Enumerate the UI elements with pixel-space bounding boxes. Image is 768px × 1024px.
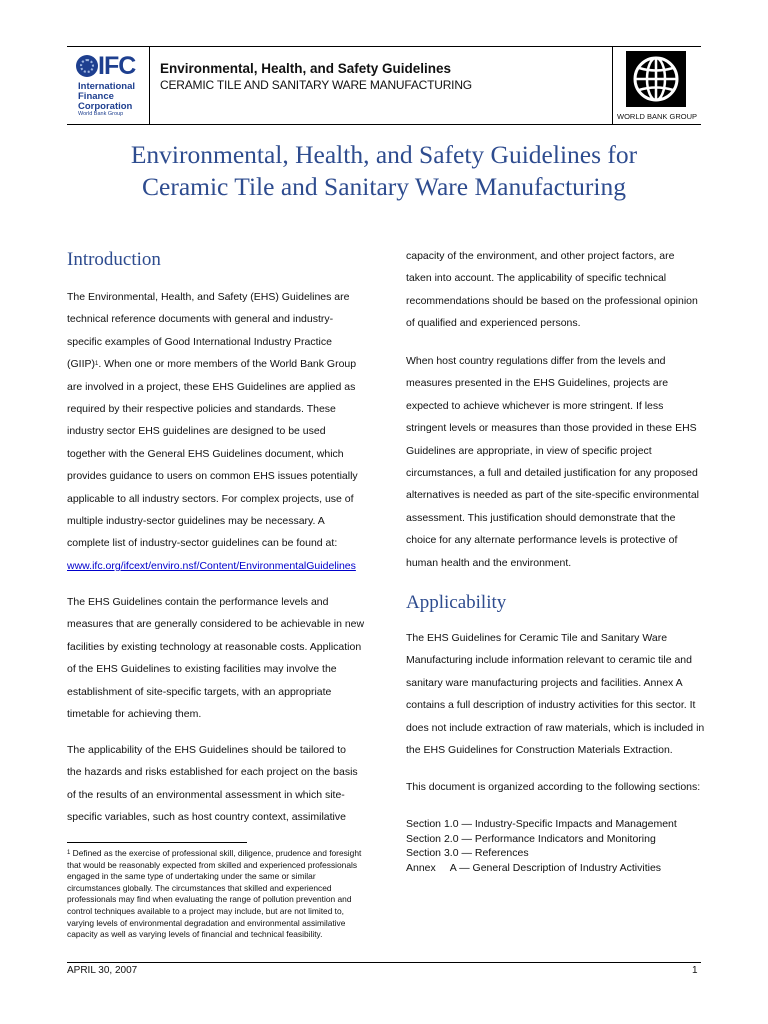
- footnote-line: professionals may find when evaluating the range of pollution prevention and: [67, 894, 352, 905]
- text-line: assessment. This justification should demonstrate that the: [406, 511, 676, 524]
- text-line: applicable to all industry sectors. For complex projects, use of: [67, 492, 354, 505]
- header-top-rule: [67, 46, 701, 47]
- text-line: The EHS Guidelines for Ceramic Tile and Sanitary Ware: [406, 632, 668, 644]
- footnote: [67, 848, 367, 941]
- world-bank-logo: [626, 51, 686, 107]
- header-title: Environmental, Health, and Safety Guidelines: [160, 61, 452, 76]
- text-line: establishment of site-specific targets, with an appropriate: [67, 685, 332, 698]
- ifc-sub-label: World Bank Group: [78, 111, 124, 117]
- text-line: of qualified and experienced persons.: [406, 317, 581, 330]
- text-line: technical reference documents with general and industry-: [67, 313, 334, 326]
- text-line: the EHS Guidelines for Construction Materials Extraction.: [406, 744, 673, 757]
- text-line: When host country regulations differ from the levels and: [406, 355, 666, 367]
- world-bank-globe-icon: [632, 55, 680, 103]
- text-line: contains a full description of industry activities for this sector. It: [406, 699, 696, 712]
- text-line: choice for any alternate performance levels is protective of: [406, 534, 678, 547]
- text-line: The applicability of the EHS Guidelines should be tailored to: [67, 744, 346, 756]
- ifc-mark: [74, 52, 146, 82]
- footnote-rule: [67, 842, 247, 843]
- right-paragraph-2: [406, 350, 706, 574]
- text-line: taken into account. The applicability of specific technical: [406, 272, 667, 285]
- header-bottom-rule: [67, 124, 701, 125]
- text-line: circumstances, a full and detailed justification for any proposed: [406, 467, 698, 480]
- ifc-logo: [74, 52, 146, 120]
- footnote-line: that would be reasonably expected from skilled and experienced professionals: [67, 859, 358, 870]
- section-entry: Section 2.0 — Performance Indicators and Monitoring: [406, 832, 656, 845]
- section-entry: Annex A — General Description of Industry Activities: [406, 862, 662, 875]
- globe-icon: [76, 55, 98, 77]
- world-bank-label: WORLD BANK GROUP: [617, 112, 698, 121]
- ifc-name-line: Corporation: [78, 101, 133, 112]
- footnote-line: engaged in the same type of undertaking under the same or similar: [67, 871, 316, 882]
- text-line: of the EHS Guidelines to existing facilities may involve the: [67, 663, 337, 676]
- header-subtitle: CERAMIC TILE AND SANITARY WARE MANUFACTURING: [160, 78, 472, 92]
- ifc-name-line: Finance: [78, 91, 114, 102]
- text-line: complete list of industry-sector guidelines can be found at:: [67, 537, 338, 550]
- text-line: of the results of an environmental assessment in which site-: [67, 788, 345, 801]
- ifc-logo-letters: IFC: [98, 52, 136, 80]
- text-line: This document is organized according to the following sections:: [406, 781, 701, 793]
- text-line: together with the General EHS Guidelines document, which: [67, 447, 344, 460]
- applicability-paragraph-1: [406, 627, 706, 761]
- introduction-paragraph-3: [67, 739, 367, 829]
- section-entry: Section 3.0 — References: [406, 847, 529, 860]
- applicability-paragraph-2: [406, 776, 706, 798]
- text-line: alternatives is needed as part of the site-specific environmental: [406, 489, 699, 502]
- document-title-line: Ceramic Tile and Sanitary Ware Manufacturing: [142, 172, 626, 201]
- text-fragment: . When one or more members of the World Bank Group: [98, 358, 357, 371]
- text-line: provides guidance to users on common EHS issues potentially: [67, 470, 358, 483]
- footer-date: APRIL 30, 2007: [67, 965, 138, 976]
- text-line: measures that are generally considered to be achievable in new: [67, 618, 365, 631]
- footnote-marker: 1: [67, 850, 71, 856]
- text-line: expected to achieve whichever is more stringent. If less: [406, 399, 664, 412]
- footnote-line: varying levels of environmental degradation and environmental assimilative: [67, 917, 346, 928]
- text-line: required by their respective policies and standards. These: [67, 403, 336, 416]
- right-paragraph-1: [406, 245, 706, 335]
- text-line: measures presented in the EHS Guidelines, projects are: [406, 377, 669, 390]
- text-line: are involved in a project, these EHS Guidelines are applied as: [67, 380, 356, 393]
- text-line: the hazards and risks established for each project on the basis: [67, 766, 358, 779]
- introduction-heading: Introduction: [67, 249, 161, 270]
- text-line: does not include extraction of raw materials, which is included in: [406, 721, 705, 734]
- text-line: human health and the environment.: [406, 556, 572, 569]
- applicability-heading: Applicability: [406, 592, 507, 613]
- footnote-line: control techniques available to a project may include, but are not limited to,: [67, 905, 344, 916]
- document-title-line: Environmental, Health, and Safety Guidelines for: [130, 140, 638, 169]
- header-divider: [149, 46, 150, 124]
- text-line: capacity of the environment, and other project factors, are: [406, 250, 675, 262]
- text-line: The EHS Guidelines contain the performance levels and: [67, 596, 329, 608]
- page-number: 1: [692, 965, 698, 976]
- text-line: sanitary ware manufacturing projects and facilities. Annex A: [406, 676, 683, 689]
- introduction-paragraph-1: [67, 286, 367, 577]
- footnote-line: capacity as well as varying levels of financial and technical feasibility.: [67, 929, 323, 940]
- sections-list: [406, 817, 677, 876]
- header-divider: [612, 46, 613, 124]
- footnote-line: [67, 848, 367, 860]
- footer-rule: [67, 962, 701, 963]
- text-line: timetable for achieving them.: [67, 708, 202, 721]
- text-line: facilities by existing technology at reasonable costs. Application: [67, 640, 362, 653]
- footnote-line: circumstances globally. The circumstances that skilled and experienced: [67, 882, 332, 893]
- text-line: Guidelines are appropriate, in view of specific project: [406, 444, 652, 457]
- text-line: specific variables, such as host country context, assimilative: [67, 811, 346, 824]
- text-line: multiple industry-sector guidelines may be necessary. A: [67, 515, 325, 528]
- text-line: specific examples of Good International Industry Practice: [67, 335, 332, 348]
- text-fragment: (GIIP): [67, 358, 95, 371]
- text-line: stringent levels or measures than those provided in these EHS: [406, 422, 697, 435]
- text-line: [67, 353, 367, 375]
- section-entry: Section 1.0 — Industry-Specific Impacts and Management: [406, 818, 677, 830]
- ifc-name-line: International: [78, 81, 136, 92]
- footnote-reference[interactable]: 1: [95, 361, 99, 368]
- document-title: [60, 139, 708, 203]
- ifc-name: [78, 82, 135, 112]
- text-line: recommendations should be based on the professional opinion: [406, 294, 698, 307]
- text-line: The Environmental, Health, and Safety (EHS) Guidelines are: [67, 291, 350, 303]
- environmental-guidelines-link[interactable]: www.ifc.org/ifcext/enviro.nsf/Content/EnvironmentalGuidelines: [67, 559, 356, 572]
- introduction-paragraph-2: [67, 591, 367, 725]
- text-fragment: Defined as the exercise of professional skill, diligence, prudence and foresight: [70, 848, 362, 858]
- text-line: industry sector EHS guidelines are designed to be used: [67, 425, 326, 438]
- text-line: Manufacturing include information relevant to ceramic tile and: [406, 654, 692, 667]
